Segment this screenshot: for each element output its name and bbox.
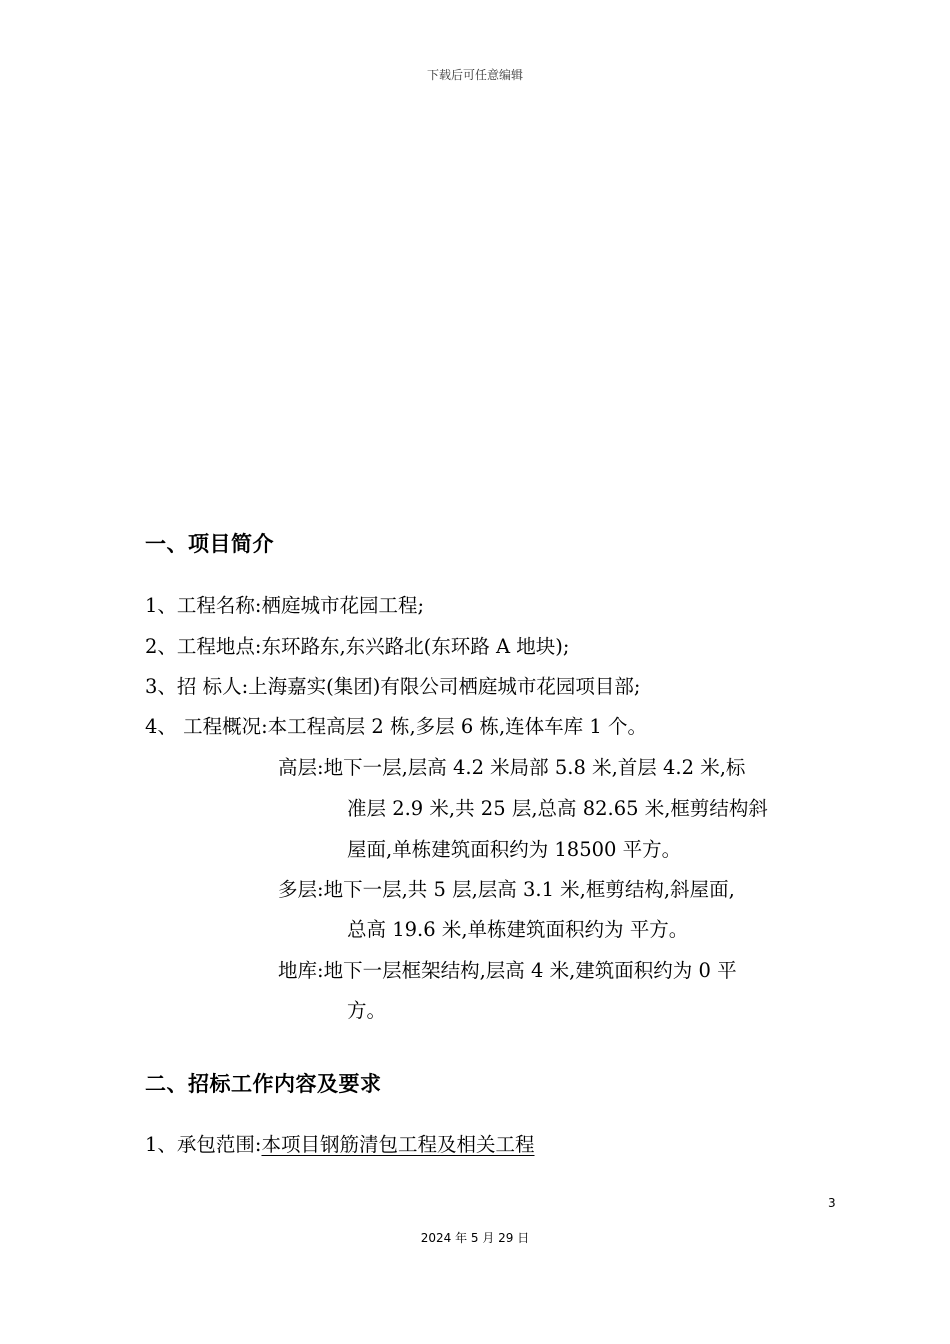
contract-scope-item — [145, 1135, 535, 1155]
project-location-item: 2、工程地点:东环路东,东兴路北(东环路 A 地块); — [145, 635, 570, 658]
section-heading-project-intro: 一、项目简介 — [145, 532, 274, 556]
basement-line-1: 地库:地下一层框架结构,层高 4 米,建筑面积约为 0 平 — [278, 959, 737, 982]
high-rise-line-1: 高层:地下一层,层高 4.2 米局部 5.8 米,首层 4.2 米,标 — [278, 756, 746, 779]
tenderer-item: 3、招 标人:上海嘉实(集团)有限公司栖庭城市花园项目部; — [145, 675, 641, 698]
footer-date: 2024 年 5 月 29 日 — [420, 1231, 530, 1245]
multi-story-line-1: 多层:地下一层,共 5 层,层高 3.1 米,框剪结构,斜屋面, — [278, 878, 735, 901]
contract-scope-value: 本项目钢筋清包工程及相关工程 — [261, 1133, 535, 1156]
basement-line-2: 方。 — [347, 999, 387, 1022]
contract-scope-label: 1、承包范围: — [145, 1133, 262, 1156]
project-name-item: 1、工程名称:栖庭城市花园工程; — [145, 594, 425, 617]
project-overview-item: 4、 工程概况:本工程高层 2 栋,多层 6 栋,连体车库 1 个。 — [145, 715, 647, 738]
high-rise-line-3: 屋面,单栋建筑面积约为 18500 平方。 — [347, 838, 682, 861]
page-number: 3 — [828, 1196, 836, 1210]
header-note: 下载后可任意编辑 — [426, 68, 523, 82]
multi-story-line-2: 总高 19.6 米,单栋建筑面积约为 平方。 — [347, 918, 689, 941]
section-heading-bidding-work: 二、招标工作内容及要求 — [145, 1072, 382, 1096]
high-rise-line-2: 准层 2.9 米,共 25 层,总高 82.65 米,框剪结构斜 — [347, 797, 768, 820]
